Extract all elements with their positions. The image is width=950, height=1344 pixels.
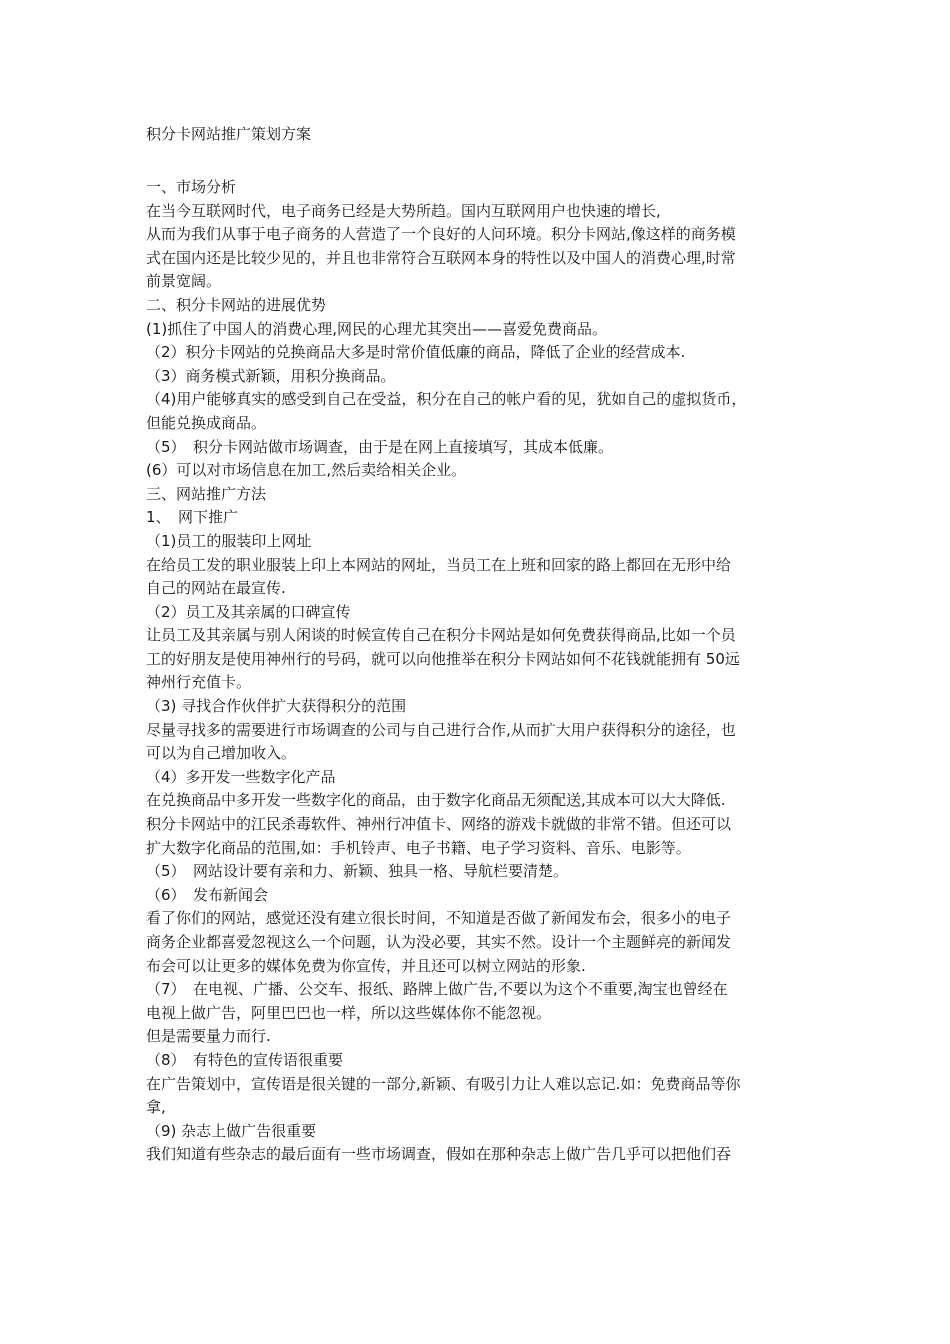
text-line: （4）多开发一些数字化产品 (146, 767, 336, 786)
text-line: 神州行充值卡。 (146, 673, 252, 692)
text-line: 扩大数字化商品的范围,如：手机铃声、电子书籍、电子学习资料、音乐、电影等。 (146, 838, 691, 857)
text-line: 式在国内还是比较少见的，并且也非常符合互联网本身的特性以及中国人的消费心理,时常 (146, 248, 736, 267)
text-line: 可以为自己增加收入。 (146, 744, 297, 763)
text-line: 工的好朋友是使用神州行的号码，就可以向他推举在积分卡网站如何不花钱就能拥有 50远 (146, 649, 740, 668)
text-line: （9) 杂志上做广告很重要 (146, 1121, 317, 1140)
text-line: 让员工及其亲属与别人闲谈的时候宣传自己在积分卡网站是如何免费获得商品,比如一个员 (146, 626, 736, 645)
text-line: 从而为我们从事于电子商务的人营造了一个良好的人问环境。积分卡网站,像这样的商务模 (146, 225, 736, 244)
text-line: 1、 网下推广 (146, 508, 239, 527)
text-line: 但能兑换成商品。 (146, 413, 267, 432)
text-line: 在当今互联网时代，电子商务已经是大势所趋。国内互联网用户也快速的增长, (146, 201, 661, 220)
document-body (146, 176, 814, 1167)
text-line: (1)抓住了中国人的消费心理,网民的心理尤其突出——喜爱免费商品。 (146, 319, 608, 338)
text-line: （2）积分卡网站的兑换商品大多是时常价值低廉的商品，降低了企业的经营成本. (146, 343, 686, 362)
text-line: 但是需要量力而行. (146, 1027, 271, 1046)
text-line: 二、积分卡网站的进展优势 (146, 295, 327, 314)
text-line: 电视上做广告，阿里巴巴也一样，所以这些媒体你不能忽视。 (146, 1003, 552, 1022)
text-line: 看了你们的网站，感觉还没有建立很长时间，不知道是否做了新闻发布会，很多小的电子 (146, 909, 732, 928)
text-line: （4)用户能够真实的感受到自己在受益，积分在自己的帐户看的见，犹如自己的虚拟货币， (146, 390, 747, 409)
text-line: 自己的网站在最宣传. (146, 579, 286, 598)
text-line: （3）商务模式新颖，用积分换商品。 (146, 366, 396, 385)
text-line: 在广告策划中，宣传语是很关键的一部分,新颖、有吸引力让人难以忘记.如：免费商品等你 (146, 1074, 741, 1093)
text-line: (6）可以对市场信息在加工,然后卖给相关企业。 (146, 461, 467, 480)
text-line: （1)员工的服装印上网址 (146, 531, 312, 550)
text-line: 在给员工发的职业服装上印上本网站的网址，当员工在上班和回家的路上都回在无形中给 (146, 555, 732, 574)
text-line: 积分卡网站中的江民杀毒软件、神州行冲值卡、网络的游戏卡就做的非常不错。但还可以 (146, 815, 732, 834)
text-line: 尽量寻找多的需要进行市场调查的公司与自己进行合作,从而扩大用户获得积分的途径，也 (146, 720, 736, 739)
text-line: （2）员工及其亲属的口碑宣传 (146, 602, 351, 621)
text-line: 我们知道有些杂志的最后面有一些市场调查，假如在那种杂志上做广告几乎可以把他们吞 (146, 1145, 732, 1164)
text-line: 商务企业都喜爱忽视这么一个问题，认为没必要，其实不然。设计一个主题鲜亮的新闻发 (146, 933, 732, 951)
text-line: （3) 寻找合作伙伴扩大获得积分的范围 (146, 697, 407, 716)
text-line: （8） 有特色的宣传语很重要 (146, 1050, 344, 1069)
text-line: （5） 网站设计要有亲和力、新颖、独具一格、导航栏要清楚。 (146, 862, 569, 881)
text-line: 三、网站推广方法 (146, 484, 267, 503)
text-line: 在兑换商品中多开发一些数字化的商品，由于数字化商品无须配送,其成本可以大大降低. (146, 791, 726, 810)
text-line: （5） 积分卡网站做市场调查，由于是在网上直接填写，其成本低廉。 (146, 437, 614, 456)
text-line: 前景宽阔。 (146, 272, 222, 291)
text-line: 布会可以让更多的媒体免费为你宣传，并且还可以树立网站的形象. (146, 956, 586, 975)
document-title: 积分卡网站推广策划方案 (146, 125, 312, 143)
text-line: 一、市场分析 (146, 178, 237, 196)
text-line: （6） 发布新闻会 (146, 885, 269, 904)
text-line: （7） 在电视、广播、公交车、报纸、路牌上做广告,不要以为这个不重要,淘宝也曾经在 (146, 980, 728, 999)
text-line: 拿, (146, 1098, 166, 1117)
